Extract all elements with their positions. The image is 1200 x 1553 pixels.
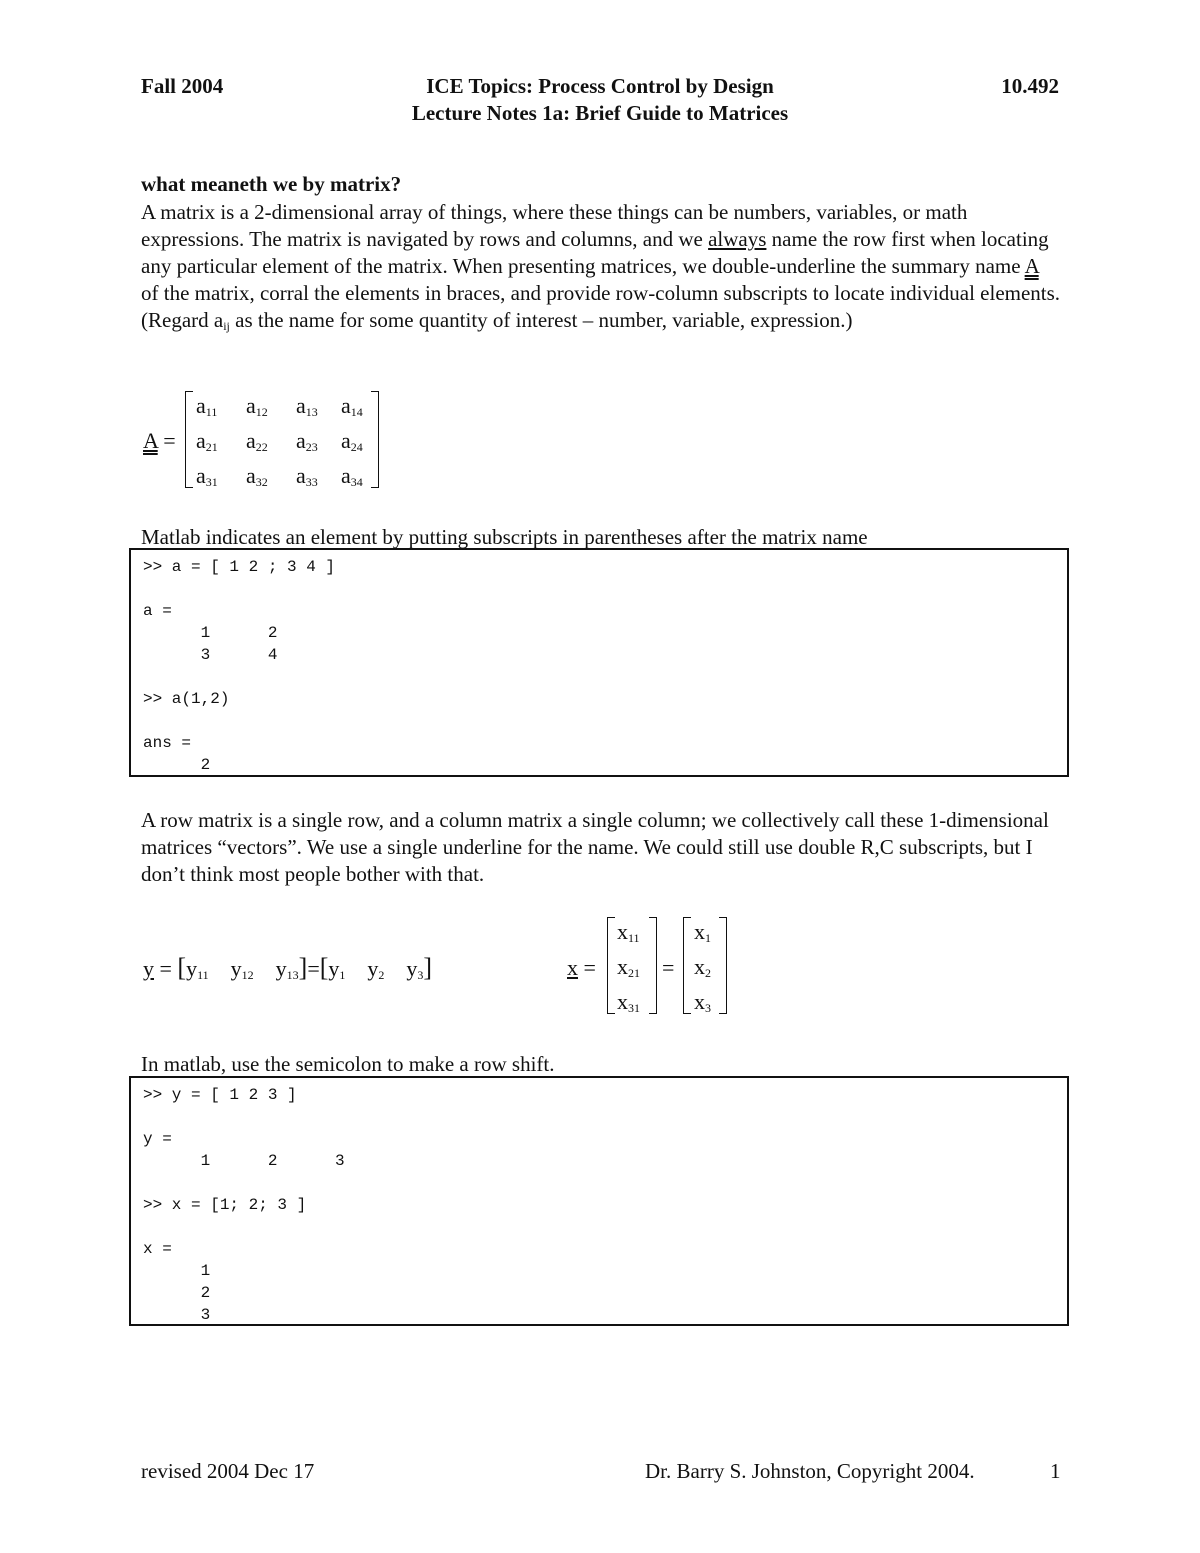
vector-x-element: $x_{21}$ [617, 954, 640, 980]
matrix-a-element: $a_{13}$ [296, 393, 318, 419]
matrix-a-element: $a_{12}$ [246, 393, 268, 419]
vector-y-equation: $y = [y_{11}$ $y_{12}$ $y_{13}]=[y_1$ $y_2$ $y_3$] [143, 953, 433, 982]
matlab-intro-2: In matlab, use the semicolon to make a row shift. [141, 1052, 555, 1076]
matrix-a-left-bracket [185, 391, 193, 488]
vector-x-label: x = [567, 955, 596, 980]
intro-paragraph: A matrix is a 2-dimensional array of things, where these things can be numbers, variables, or math expressions. The matrix is navigated by rows and columns, and we always name the row first when locating any particular element of the matrix. When presenting matrices, we double-underline the summary name A of the matrix, corral the elements in braces, and provide row-column subscripts to locate individual elements. (Regard $a_{ij}$ as the name for some quantity of interest – number, variable, expression.) [141, 200, 1061, 333]
vector-x-element: $x_3$ [694, 989, 711, 1015]
vector-x-left-bracket-2 [683, 917, 691, 1014]
matrix-a-element: $a_{11}$ [196, 393, 218, 419]
matlab-code-2: >> y = [ 1 2 3 ] y = 1 2 3 >> x = [1; 2; 3 ] x = 1 2 3 [143, 1086, 345, 1324]
matrix-a-element: $a_{33}$ [296, 463, 318, 489]
vector-x-element: $x_{31}$ [617, 989, 640, 1015]
footer-copyright: Dr. Barry S. Johnston, Copyright 2004. [645, 1459, 975, 1483]
matrix-a-right-bracket [371, 391, 379, 488]
matlab-code-1: >> a = [ 1 2 ; 3 4 ] a = 1 2 3 4 >> a(1,2) ans = 2 [143, 558, 336, 774]
header-subtitle: Lecture Notes 1a: Brief Guide to Matrices [411, 101, 789, 125]
matrix-a-element: $a_{34}$ [341, 463, 363, 489]
vector-x-left-bracket-1 [607, 917, 615, 1014]
section-heading: what meaneth we by matrix? [141, 172, 402, 196]
vector-x-equals: = [662, 955, 675, 980]
vector-x-element: $x_1$ [694, 919, 711, 945]
matlab-intro-1: Matlab indicates an element by putting subscripts in parentheses after the matrix name [141, 525, 868, 549]
matrix-a-element: $a_{23}$ [296, 428, 318, 454]
vector-x-element: $x_2$ [694, 954, 711, 980]
vector-x-right-bracket-1 [649, 917, 657, 1014]
vectors-paragraph: A row matrix is a single row, and a column matrix a single column; we collectively call these 1-dimensional matrices “vectors”. We use a single underline for the name. We could still use double R,C subscripts, but I don’t think most people bother with that. [141, 808, 1049, 886]
vector-x-right-bracket-2 [719, 917, 727, 1014]
page-number: 1 [1050, 1459, 1061, 1483]
matrix-a-label: A = [143, 428, 176, 453]
matrix-a-element: $a_{24}$ [341, 428, 363, 454]
matrix-a-element: $a_{14}$ [341, 393, 363, 419]
header-course-number: 10.492 [1001, 74, 1059, 98]
footer-revised: revised 2004 Dec 17 [141, 1459, 315, 1483]
matrix-a-element: $a_{32}$ [246, 463, 268, 489]
matrix-a-element: $a_{31}$ [196, 463, 218, 489]
matlab-console-2 [129, 1076, 1069, 1326]
matrix-a-element: $a_{22}$ [246, 428, 268, 454]
header-title: ICE Topics: Process Control by Design [426, 74, 774, 98]
vector-x-element: $x_{11}$ [617, 919, 640, 945]
header-left: Fall 2004 [141, 74, 224, 98]
matlab-console-1 [129, 548, 1069, 777]
matrix-a-element: $a_{21}$ [196, 428, 218, 454]
